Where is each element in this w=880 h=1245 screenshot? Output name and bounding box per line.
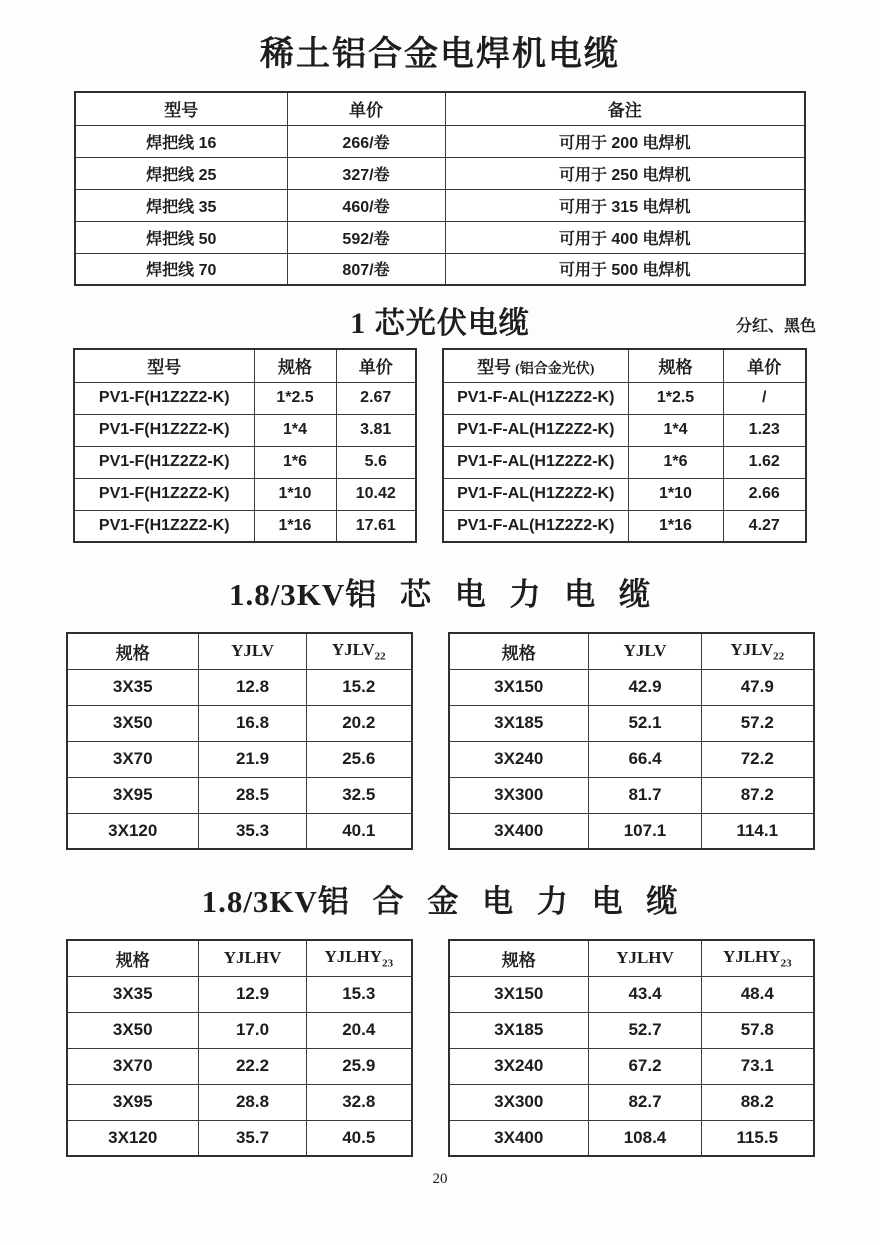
- header-price: 单价: [287, 92, 445, 125]
- value-cell: 82.7: [589, 1084, 702, 1120]
- header-spec: 规格: [628, 349, 723, 382]
- table-row: [449, 777, 814, 813]
- section1-title: 稀土铝合金电焊机电缆: [260, 36, 620, 73]
- table-row: [75, 221, 805, 253]
- spec-cell: 3X300: [449, 1084, 589, 1120]
- value-cell: 21.9: [199, 741, 307, 777]
- model-cell: PV1-F-AL(H1Z2Z2-K): [443, 446, 628, 478]
- value-cell: 72.2: [702, 741, 814, 777]
- spec-cell: 3X35: [67, 669, 199, 705]
- model-cell: 焊把线 16: [75, 125, 287, 157]
- spec-cell: 1*16: [254, 510, 336, 542]
- spec-cell: 3X185: [449, 1012, 589, 1048]
- header-model: 型号 (铝合金光伏): [443, 349, 628, 382]
- value-cell: 28.8: [199, 1084, 307, 1120]
- value-cell: 12.9: [199, 976, 307, 1012]
- model-cell: PV1-F(H1Z2Z2-K): [74, 414, 254, 446]
- spec-cell: 1*10: [254, 478, 336, 510]
- header-yjlv22: $YJLV_{22}$: [307, 633, 412, 669]
- table-row: [74, 382, 416, 414]
- value-cell: 25.6: [307, 741, 412, 777]
- price-cell: 1.23: [723, 414, 806, 446]
- price-cell: /: [723, 382, 806, 414]
- table-row: [67, 705, 412, 741]
- value-cell: 40.1: [307, 813, 412, 849]
- table-row: [75, 189, 805, 221]
- table-row: [443, 382, 806, 414]
- table-row: [443, 510, 806, 542]
- table-row: [449, 1048, 814, 1084]
- header-yjlv: YJLV: [199, 633, 307, 669]
- header-price: 单价: [336, 349, 416, 382]
- table-row: [67, 976, 412, 1012]
- value-cell: 43.4: [589, 976, 702, 1012]
- al-alloy-tables-row: [0, 939, 880, 1157]
- spec-cell: 1*4: [628, 414, 723, 446]
- value-cell: 22.2: [199, 1048, 307, 1084]
- header-yjlhy23: $YJLHY_{23}$: [307, 940, 412, 976]
- spec-cell: 1*2.5: [628, 382, 723, 414]
- table-header-row: [75, 92, 805, 125]
- value-cell: 16.8: [199, 705, 307, 741]
- model-cell: 焊把线 25: [75, 157, 287, 189]
- welding-cable-table: [74, 91, 806, 286]
- spec-cell: 1*16: [628, 510, 723, 542]
- price-cell: 5.6: [336, 446, 416, 478]
- model-cell: PV1-F-AL(H1Z2Z2-K): [443, 478, 628, 510]
- table-row: [449, 813, 814, 849]
- spec-cell: 1*2.5: [254, 382, 336, 414]
- header-yjlhv: YJLHV: [199, 940, 307, 976]
- value-cell: 57.2: [702, 705, 814, 741]
- spec-cell: 3X70: [67, 741, 199, 777]
- value-cell: 48.4: [702, 976, 814, 1012]
- header-yjlv22: $YJLV_{22}$: [702, 633, 814, 669]
- header-note: 备注: [445, 92, 805, 125]
- header-yjlv: YJLV: [589, 633, 702, 669]
- model-cell: PV1-F(H1Z2Z2-K): [74, 478, 254, 510]
- pv-copper-table: [73, 348, 417, 543]
- al-alloy-table-right: [448, 939, 815, 1157]
- price-cell: 17.61: [336, 510, 416, 542]
- model-cell: PV1-F-AL(H1Z2Z2-K): [443, 510, 628, 542]
- value-cell: 66.4: [589, 741, 702, 777]
- spec-cell: 3X120: [67, 813, 199, 849]
- model-cell: PV1-F-AL(H1Z2Z2-K): [443, 414, 628, 446]
- price-cell: 2.66: [723, 478, 806, 510]
- value-cell: 87.2: [702, 777, 814, 813]
- header-spec: 规格: [449, 940, 589, 976]
- value-cell: 28.5: [199, 777, 307, 813]
- table-row: [449, 705, 814, 741]
- value-cell: 57.8: [702, 1012, 814, 1048]
- price-cell: 10.42: [336, 478, 416, 510]
- table-row: [449, 1012, 814, 1048]
- spec-cell: 1*10: [628, 478, 723, 510]
- header-yjlhv: YJLHV: [589, 940, 702, 976]
- header-spec: 规格: [67, 633, 199, 669]
- table-row: [67, 741, 412, 777]
- section4-title: 1.8/3KV铝 合 金 电 力 电 缆: [201, 884, 679, 919]
- table-row: [67, 813, 412, 849]
- spec-cell: 3X150: [449, 669, 589, 705]
- spec-cell: 3X300: [449, 777, 589, 813]
- spec-cell: 1*6: [628, 446, 723, 478]
- price-cell: 592/卷: [287, 221, 445, 253]
- note-cell: 可用于 250 电焊机: [445, 157, 805, 189]
- table-row: [74, 478, 416, 510]
- section2-title-bar: [0, 298, 880, 344]
- al-alloy-table-left: [66, 939, 413, 1157]
- price-cell: 460/卷: [287, 189, 445, 221]
- value-cell: 52.1: [589, 705, 702, 741]
- note-cell: 可用于 315 电焊机: [445, 189, 805, 221]
- table-row: [449, 741, 814, 777]
- spec-cell: 3X185: [449, 705, 589, 741]
- table-header-row: [449, 633, 814, 669]
- table-row: [449, 1120, 814, 1156]
- value-cell: 35.7: [199, 1120, 307, 1156]
- table-header-row: [449, 940, 814, 976]
- table-row: [74, 414, 416, 446]
- model-cell: PV1-F-AL(H1Z2Z2-K): [443, 382, 628, 414]
- spec-cell: 3X150: [449, 976, 589, 1012]
- table-row: [67, 669, 412, 705]
- header-spec: 规格: [67, 940, 199, 976]
- spec-cell: 1*4: [254, 414, 336, 446]
- value-cell: 108.4: [589, 1120, 702, 1156]
- model-cell: 焊把线 70: [75, 253, 287, 285]
- model-cell: 焊把线 35: [75, 189, 287, 221]
- table-row: [443, 478, 806, 510]
- table-row: [449, 976, 814, 1012]
- value-cell: 81.7: [589, 777, 702, 813]
- spec-cell: 1*6: [254, 446, 336, 478]
- value-cell: 40.5: [307, 1120, 412, 1156]
- value-cell: 88.2: [702, 1084, 814, 1120]
- table-header-row: [74, 349, 416, 382]
- value-cell: 42.9: [589, 669, 702, 705]
- value-cell: 67.2: [589, 1048, 702, 1084]
- table-row: [67, 1120, 412, 1156]
- value-cell: 15.2: [307, 669, 412, 705]
- spec-cell: 3X70: [67, 1048, 199, 1084]
- model-cell: PV1-F(H1Z2Z2-K): [74, 382, 254, 414]
- value-cell: 35.3: [199, 813, 307, 849]
- note-cell: 可用于 200 电焊机: [445, 125, 805, 157]
- note-cell: 可用于 400 电焊机: [445, 221, 805, 253]
- header-price: 单价: [723, 349, 806, 382]
- section2-title: 1 芯光伏电缆: [350, 307, 530, 340]
- header-yjlhy23: $YJLHY_{23}$: [702, 940, 814, 976]
- al-core-table-left: [66, 632, 413, 850]
- value-cell: 32.5: [307, 777, 412, 813]
- table-row: [67, 1048, 412, 1084]
- table-row: [75, 125, 805, 157]
- value-cell: 12.8: [199, 669, 307, 705]
- table-header-row: [67, 940, 412, 976]
- value-cell: 114.1: [702, 813, 814, 849]
- pv-aluminum-table: [442, 348, 807, 543]
- table-row: [74, 510, 416, 542]
- price-cell: 2.67: [336, 382, 416, 414]
- header-model: 型号: [75, 92, 287, 125]
- table-row: [449, 669, 814, 705]
- table-row: [75, 253, 805, 285]
- price-cell: 807/卷: [287, 253, 445, 285]
- table-row: [67, 1012, 412, 1048]
- model-cell: PV1-F(H1Z2Z2-K): [74, 446, 254, 478]
- al-core-tables-row: [0, 632, 880, 850]
- value-cell: 25.9: [307, 1048, 412, 1084]
- value-cell: 52.7: [589, 1012, 702, 1048]
- header-spec: 规格: [254, 349, 336, 382]
- note-cell: 可用于 500 电焊机: [445, 253, 805, 285]
- value-cell: 32.8: [307, 1084, 412, 1120]
- value-cell: 107.1: [589, 813, 702, 849]
- section3-title: 1.8/3KV铝 芯 电 力 电 缆: [228, 577, 652, 612]
- model-cell: PV1-F(H1Z2Z2-K): [74, 510, 254, 542]
- section2-color-note: 分红、黑色: [735, 318, 816, 335]
- price-cell: 1.62: [723, 446, 806, 478]
- header-model: 型号: [74, 349, 254, 382]
- value-cell: 47.9: [702, 669, 814, 705]
- spec-cell: 3X35: [67, 976, 199, 1012]
- value-cell: 20.2: [307, 705, 412, 741]
- spec-cell: 3X120: [67, 1120, 199, 1156]
- spec-cell: 3X50: [67, 1012, 199, 1048]
- table-header-row: [443, 349, 806, 382]
- price-cell: 3.81: [336, 414, 416, 446]
- spec-cell: 3X240: [449, 1048, 589, 1084]
- table-row: [67, 777, 412, 813]
- table-row: [67, 1084, 412, 1120]
- model-cell: 焊把线 50: [75, 221, 287, 253]
- price-cell: 327/卷: [287, 157, 445, 189]
- spec-cell: 3X400: [449, 813, 589, 849]
- table-row: [75, 157, 805, 189]
- table-row: [74, 446, 416, 478]
- price-cell: 4.27: [723, 510, 806, 542]
- spec-cell: 3X95: [67, 1084, 199, 1120]
- table-row: [443, 446, 806, 478]
- pv-tables-row: [0, 348, 880, 543]
- header-spec: 规格: [449, 633, 589, 669]
- value-cell: 20.4: [307, 1012, 412, 1048]
- spec-cell: 3X50: [67, 705, 199, 741]
- al-core-table-right: [448, 632, 815, 850]
- value-cell: 115.5: [702, 1120, 814, 1156]
- header-model-note: (铝合金光伏): [515, 362, 595, 378]
- spec-cell: 3X95: [67, 777, 199, 813]
- page-number: 20: [432, 1171, 448, 1187]
- table-header-row: [67, 633, 412, 669]
- value-cell: 15.3: [307, 976, 412, 1012]
- table-row: [449, 1084, 814, 1120]
- table-row: [443, 414, 806, 446]
- value-cell: 17.0: [199, 1012, 307, 1048]
- spec-cell: 3X240: [449, 741, 589, 777]
- spec-cell: 3X400: [449, 1120, 589, 1156]
- price-cell: 266/卷: [287, 125, 445, 157]
- value-cell: 73.1: [702, 1048, 814, 1084]
